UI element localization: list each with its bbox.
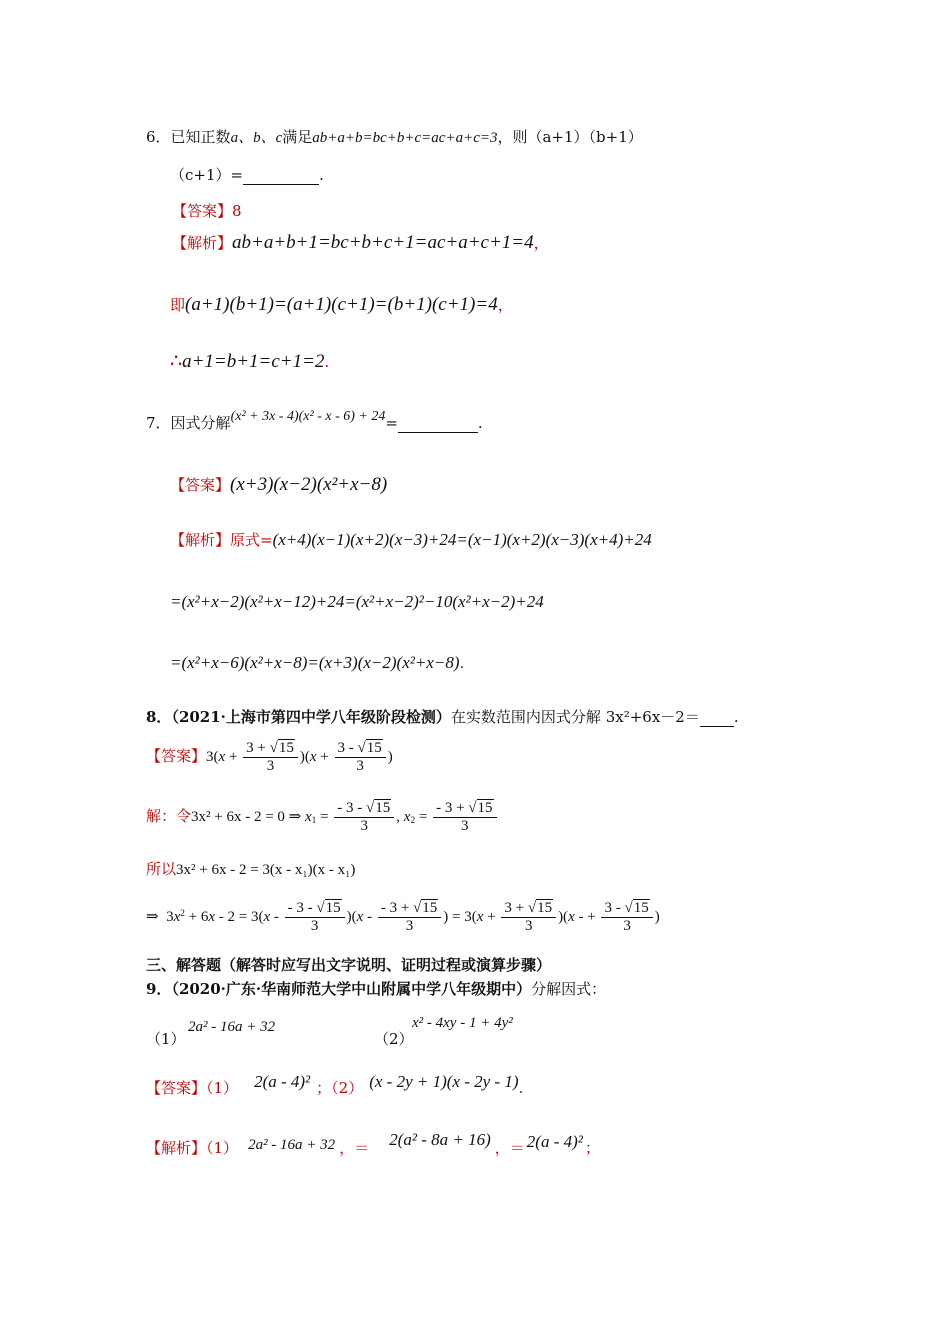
q9-ans1-value: 2(a - 4)² [254,1072,311,1091]
q7-blank-period: . [477,414,483,432]
q6-comma-2: ， [497,296,513,314]
q6-period: . [324,353,330,371]
q7-analysis-line3 [170,653,464,673]
sqrt-value: 15 [278,740,294,756]
q9-part2-expr: x² - 4xy - 1 + 4y² [412,1015,513,1031]
fraction: $\frac{3 - √15}{3}$ [601,900,652,936]
q7-stem-text: 因式分解 [170,414,231,432]
q9-ans2-label: （2） [331,1079,364,1097]
q6-stem [146,128,643,147]
q6-analysis-eq2: (a+1)(b+1)=(a+1)(c+1)=(b+1)(c+1)=4 [185,294,498,315]
q6-stem-text-c: ，则（a+1）（b+1） [497,128,643,146]
q7-answer [170,474,387,497]
q8-blank-period: . [733,708,739,726]
q6-ji-label: 即 [170,296,186,314]
q9-part1-label: （1） [146,1030,186,1048]
q9-eq-sep-2: ，＝ [494,1139,525,1157]
q6-stem-text-b: 满足 [282,128,313,146]
sqrt-value: 15 [366,740,382,756]
q9-eq-sep: ，＝ [339,1139,370,1157]
fraction: $\frac{- 3 - √15}{3}$ [285,900,345,936]
q8-number: 8． [146,708,172,726]
q9-source: （2020·广东·华南师范大学中山附属中学八年级期中） [171,980,532,998]
q7-analysis-line1 [170,530,652,550]
q9-an1-step: 2(a² - 8a + 16) [389,1130,491,1149]
q7-analysis-line2 [170,592,544,612]
analysis-tag: 【解析】 [170,531,231,549]
q9-semicolon-2: ； [584,1139,600,1157]
analysis-tag: 【解析】 [172,234,233,252]
q6-answer [172,202,242,220]
q6-answer-blank [243,166,319,185]
sqrt-value: 15 [537,900,553,916]
q9-semicolon: ； [316,1079,332,1097]
q7-analysis-eq1: (x+4)(x−1)(x+2)(x−3)+24=(x−1)(x+2)(x−3)(x+4)+24 [272,530,652,549]
q6-analysis-eq3: a+1=b+1=c+1=2 [182,351,325,372]
q8-jie-label: 解：令 [146,807,192,826]
q6-analysis-line2 [170,294,513,317]
q7-analysis-eq2: =(x²+x−2)(x²+x−12)+24=(x²+x−2)²−10(x²+x−2)+24 [170,592,544,611]
q8-solution-line1: 解：令3x² + 6x - 2 = 0 ⇒ $x_1$ = $\frac{- 3 - √15}{3}$ , $x_2$ = $\frac{- 3 + √15}{3}$ [146,800,499,836]
fraction: $\frac{3 - √15}{3}$ [335,740,386,776]
q6-stem-equation: ab+a+b=bc+b+c=ac+a+c=3 [312,130,498,146]
section-title: 三、解答题（解答时应写出文字说明、证明过程或演算步骤） [146,956,552,974]
fraction: $\frac{3 + √15}{3}$ [501,900,556,936]
q7-stem [146,409,483,434]
q7-expression: (x² + 3x - 4)(x² - x - 6) + 24 [230,409,386,424]
q6-analysis-line3 [170,350,329,374]
q6-stem-text-a: 已知正数 [170,128,231,146]
q9-part1-expr: 2a² - 16a + 32 [188,1019,276,1035]
implies-icon: ⇒ [146,909,159,926]
q7-yuanshi: 原式= [230,531,273,549]
q9-answer [146,1072,524,1098]
q9-an1-expr: 2a² - 16a + 32 [248,1137,336,1153]
q9-stem-text: 分解因式： [531,980,607,998]
q8-stem-text: 在实数范围内因式分解 3x²+6x－2＝ [450,708,700,726]
answer-tag: 【答案】 [146,1079,207,1097]
q6-blank-period: . [319,166,324,184]
q9-stem [146,980,606,998]
q8-factor-line: 3x² + 6x - 2 = 3(x - x₁)(x - x₁) [176,862,356,878]
analysis-tag: 【解析】 [146,1139,207,1157]
q8-source: （2021·上海市第四中学八年级阶段检测） [171,708,451,726]
q8-stem [146,708,739,727]
q8-answer: 【答案】3(x + $\frac{3 + √15}{3}$ )(x + $\frac{3 - √15}{3}$ ) [146,740,393,775]
q9-period: . [518,1079,524,1097]
sqrt-value: 15 [422,900,438,916]
q8-solve-eq: 3x² + 6x - 2 = 0 ⇒ [191,809,305,826]
q6-comma: ， [533,234,549,252]
answer-tag: 【答案】 [172,202,233,220]
q7-equals: = [385,414,398,432]
q9-ans1-label: （1） [206,1079,239,1097]
sqrt-value: 15 [325,900,341,916]
q7-answer-blank [398,414,478,433]
q7-number: 7． [146,414,171,432]
q9-number: 9． [146,980,172,998]
q7-answer-value: (x+3)(x−2)(x²+x−8) [230,474,388,495]
q6-number: 6． [146,128,171,146]
q7-period: . [459,654,465,672]
q8-suoyi-label: 所以 [146,860,177,878]
answer-tag: 【答案】 [146,747,207,766]
fraction: $\frac{- 3 + √15}{3}$ [378,900,441,936]
q7-analysis-eq3: =(x²+x−6)(x²+x−8)=(x+3)(x−2)(x²+x−8) [170,653,460,672]
q8-solution-line3: ⇒ $3x^2 + 6x - 2 = 3(x$ - $\frac{- 3 - √15}{3}$ )(x - $\frac{- 3 + √15}{3}$ ) = 3(x + $\frac{3 + √15}{3}$ )(x - + $\frac{3 - √15}{3}$ ) [146,900,660,935]
sqrt-value: 15 [477,800,493,816]
q9-ans2-value: (x - 2y + 1)(x - 2y - 1) [369,1072,519,1091]
therefore-icon: ∴ [170,350,183,372]
q6-analysis-eq1: ab+a+b+1=bc+b+c+1=ac+a+c+1=4 [232,232,534,253]
q6-stem-line2 [170,166,324,185]
q6-stem-vars: a、b、c [230,130,283,146]
q9-an1-label: （1） [206,1139,239,1157]
q9-an1-result: 2(a - 4)² [526,1132,583,1151]
q8-answer-blank [700,708,734,727]
q6-answer-value: 8 [232,202,242,220]
q8-solution-line2 [146,860,355,879]
q9-analysis [146,1130,600,1158]
fraction: $\frac{- 3 - √15}{3}$ [334,800,394,836]
q6-stem-continuation: （c+1）= [170,166,244,184]
fraction: $\frac{- 3 + √15}{3}$ [433,800,496,836]
sqrt-value: 15 [633,900,649,916]
fraction: $\frac{3 + √15}{3}$ [243,740,298,776]
q9-part2-label: （2） [374,1030,414,1048]
answer-tag: 【答案】 [170,476,231,494]
sqrt-value: 15 [375,800,391,816]
q6-analysis-line1 [172,232,549,255]
